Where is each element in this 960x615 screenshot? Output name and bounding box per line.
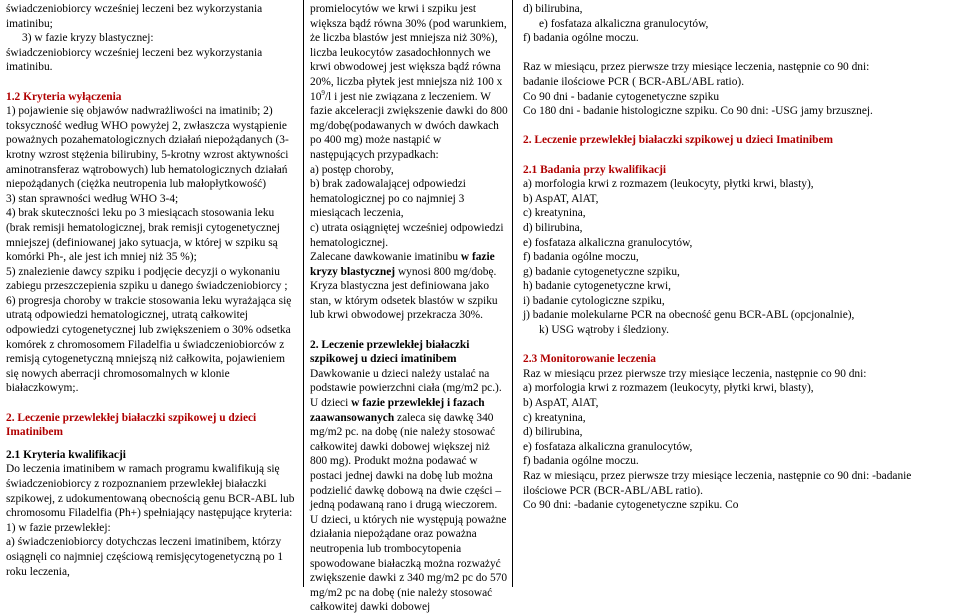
monitoring-line-2: badanie ilościowe PCR ( BCR-ABL/ABL ratio). (523, 75, 745, 88)
exclusion-item-1: 1) pojawienie się objawów nadwrażliwości na imatinib; 2) toksyczność według WHO powyżej 2, zwłaszcza wystąpienie poważnych pozahematologicznych działań niepożądanych (3-krotny wzrost stężenia bilirubiny, 5-krotny wzrost aktywności aminotransferaz wątrobowych) lub hematologicznych działań niepożądanych (ciężka neutropenia lub małopłytkowość) (6, 105, 289, 191)
dosing-paragraph-1: promielocytów we krwi i szpiku jest większa bądź równa 30% (pod warunkiem, że liczba blastów jest mniejsza niż 30%), liczba leukocytów zasadochłonnych we krwi obwodowej jest większa bądź równa 20%, liczba płytek jest mniejsza niż 100 x $10^9/l$ i jest nie związana z leczeniem. W fazie akceleracji zwiększenie dawki do 800 mg/dobę(podawanych w dwóch dawkach po 400 mg) może nastąpić w następujących przypadkach: (310, 3, 508, 161)
column-middle (304, 0, 513, 614)
exclusion-item-5: 5) znalezienie dawcy szpiku i podjęcie decyzji o wykonaniu zabiegu przeszczepienia szpiku u danego świadczeniobiorcy ; (6, 265, 288, 293)
qual-test-b: b) AspAT, AlAT, (523, 192, 599, 205)
children-section-title: 2. Leczenie przewlekłej białaczki szpikowej u dzieci imatinibem (310, 338, 470, 366)
qual-test-j: j) badanie molekularne PCR na obecność genu BCR-ABL (opcjonalnie), (523, 309, 855, 322)
section-2-1-title: 2.1 Kryteria kwalifikacji (6, 448, 126, 461)
section-1-2-title: 1.2 Kryteria wyłączenia (6, 90, 122, 103)
monitoring-pcr-line: Raz w miesiącu, przez pierwsze trzy miesiące leczenia, następnie co 90 dni: -badanie ilościowe PCR (BCR-ABL/ABL ratio). (523, 470, 912, 497)
column-right (513, 0, 960, 587)
exclusion-item-6: 6) progresja choroby w trakcie stosowania leku wyrażająca się utratą odpowiedzi hematologicznej, utratą całkowitej odpowiedzi cytogenetycznej lub zwiększeniem o 30% odsetka komórek z chromosomem Filadelfia u świadczeniobiorców z remisją cytogenetyczną mniejszą niż całkowita, pojawieniem się nowych aberracji chromosomalnych w klonie białaczkowym;. (6, 294, 292, 395)
monitor-test-a: a) morfologia krwi z rozmazem (leukocyty, płytki krwi, blasty), (523, 382, 814, 395)
qual-test-e: e) fosfataza alkaliczna granulocytów, (523, 236, 693, 249)
section-2-title: 2. Leczenie przewlekłej białaczki szpikowej u dzieci Imatinibem (6, 411, 257, 439)
monitoring-line-1: Raz w miesiącu, przez pierwsze trzy miesiące leczenia, następnie co 90 dni: (523, 61, 870, 74)
top-item-d: d) bilirubina, (523, 3, 583, 15)
monitoring-intro: Raz w miesiącu przez pierwsze trzy miesiące leczenia, następnie co 90 dni: (523, 367, 867, 380)
qual-test-i: i) badanie cytologiczne szpiku, (523, 294, 665, 307)
exponent: 9 (321, 88, 325, 97)
monitor-test-b: b) AspAT, AlAT, (523, 397, 599, 410)
intro-line-3: świadczeniobiorcy wcześniej leczeni bez wykorzystania imatinibu. (6, 46, 263, 74)
blast-crisis-paragraph: Zalecane dawkowanie imatinibu w fazie kryzy blastycznej wynosi 800 mg/dobę. Kryza blastyczna jest definiowana jako stan, w którym odsetek blastów w szpiku lub krwi obwodowej przekracza 30%. (310, 251, 498, 322)
monitor-test-d: d) bilirubina, (523, 426, 583, 439)
monitor-test-c: c) kreatynina, (523, 411, 586, 424)
children-dosing-paragraph: Dawkowanie u dzieci należy ustalać na podstawie powierzchni ciała (mg/m2 pc.). U dzieci w fazie przewlekłej i fazach zaawansowanych zaleca się dawkę 340 mg/m2 pc. na dobę (nie należy stosować całkowitej dawki dobowej większej niż 800 mg). Produkt można podawać w postaci jednej dawki na dobę lub można podzielić dawkę dobową na dwie części – jedną podawaną rano i drugą wieczorem. U dzieci, u których nie występują poważne działania niepożądane oraz poważna neutropenia lub trombocytopenia spowodowane białaczką można rozważyć zwiększenie dawki z 340 mg/m2 pc do 570 mg/m2 pc na dobę (nie należy stosować całkowitej dawki dobowej (310, 367, 508, 614)
column-left (0, 0, 304, 587)
qual-test-g: g) badanie cytogenetyczne szpiku, (523, 265, 680, 278)
qual-test-k: k) USG wątroby i śledziony. (539, 324, 669, 337)
dose-increase-item-b: b) brak zadowalającej odpowiedzi hematologicznej po co najmniej 3 miesiącach leczenia, (310, 178, 466, 220)
intro-line-2: 3) w fazie kryzy blastycznej: (22, 32, 154, 45)
children-section-title-right: 2. Leczenie przewlekłej białaczki szpikowej u dzieci Imatinibem (523, 134, 834, 147)
qual-test-d: d) bilirubina, (523, 221, 583, 234)
intro-line-1: świadczeniobiorcy wcześniej leczeni bez wykorzystania imatinibu; (6, 3, 263, 30)
section-2-1-title-right: 2.1 Badania przy kwalifikacji (523, 163, 667, 176)
monitoring-line-4: Co 180 dni - badanie histologiczne szpiku. Co 90 dni: -USG jamy brzusznej. (523, 105, 873, 118)
exclusion-item-3: 3) stan sprawności według WHO 3-4; (6, 192, 179, 205)
dose-increase-item-a: a) postęp choroby, (310, 163, 394, 176)
qualification-item-a: a) świadczeniobiorcy dotychczas leczeni imatinibem, którzy osiągnęli co najmniej częściową remisjęcytogenetyczną po 1 roku leczenia, (6, 536, 284, 578)
section-2-3-title: 2.3 Monitorowanie leczenia (523, 353, 656, 366)
top-item-e: e) fosfataza alkaliczna granulocytów, (539, 17, 709, 30)
exclusion-item-4: 4) brak skuteczności leku po 3 miesiącach stosowania leku (brak remisji hematologicznej, brak remisji cytogenetycznej mniejszej (definiowanej jako sytuacja, w której w szpiku są komórki Ph-, ale jest ich mniej niż 35 %); (6, 207, 280, 264)
monitor-test-e: e) fosfataza alkaliczna granulocytów, (523, 440, 693, 453)
section-2-1-text: Do leczenia imatinibem w ramach programu kwalifikują się świadczeniobiorcy z rozpoznaniem przewlekłej białaczki szpikowej, z udokumentowaną obecnością genu BCR-ABL lub chromosomu Filadelfia (Ph+) spełniający następujące kryteria: (6, 463, 295, 520)
dose-increase-item-c: c) utrata osiągniętej wcześniej odpowiedzi hematologicznej. (310, 221, 504, 249)
monitor-test-f: f) badania ogólne moczu. (523, 455, 639, 468)
monitoring-line-3: Co 90 dni - badanie cytogenetyczne szpiku (523, 90, 720, 103)
qual-test-a: a) morfologia krwi z rozmazem (leukocyty, płytki krwi, blasty), (523, 178, 814, 191)
qual-test-h: h) badanie cytogenetyczne krwi, (523, 280, 672, 293)
top-item-f: f) badania ogólne moczu. (523, 32, 639, 45)
qual-test-f: f) badania ogólne moczu, (523, 251, 639, 264)
qual-test-c: c) kreatynina, (523, 207, 586, 220)
qualification-item-1: 1) w fazie przewlekłej: (6, 521, 111, 534)
monitoring-cyto-line: Co 90 dni: -badanie cytogenetyczne szpiku. Co (523, 499, 739, 512)
